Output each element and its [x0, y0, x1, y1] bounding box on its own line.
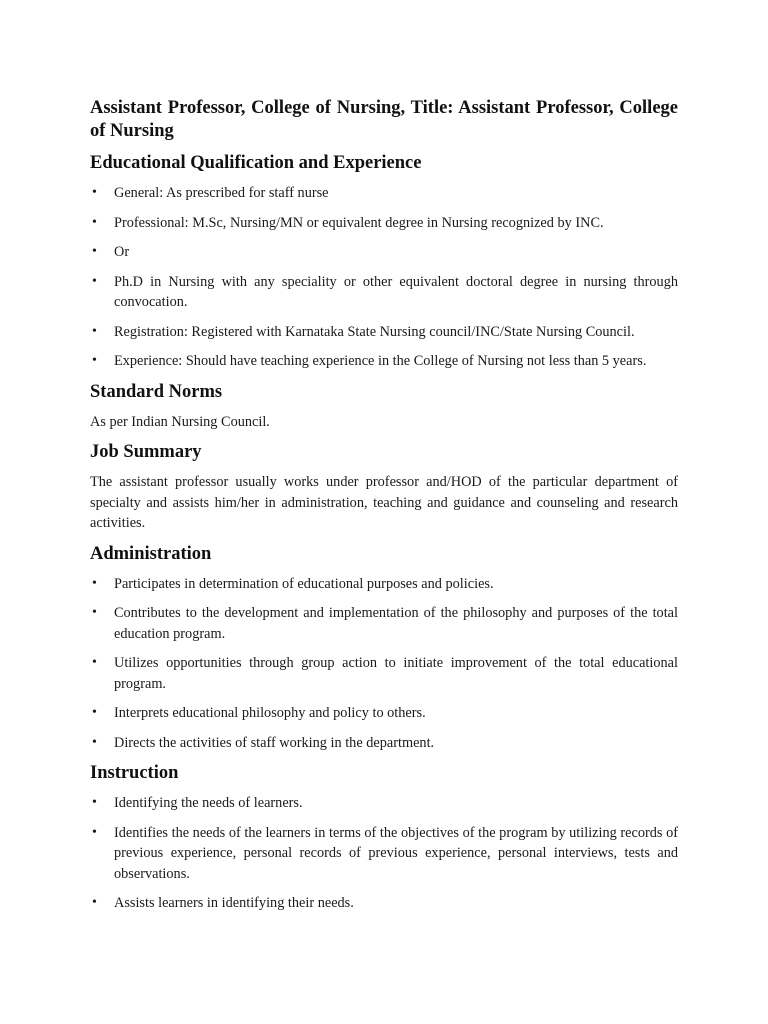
list-item: • Directs the activities of staff working in the department.	[90, 733, 678, 754]
bullet-icon: •	[92, 705, 97, 720]
section-heading-administration: Administration	[90, 543, 212, 564]
bullet-icon: •	[92, 795, 97, 810]
list-item: • Utilizes opportunities through group action to initiate improvement of the total educational program.	[92, 655, 678, 692]
bullet-icon: •	[92, 185, 97, 200]
instruction-list	[90, 793, 678, 914]
list-item: • Assists learners in identifying their needs.	[90, 893, 678, 914]
bullet-icon: •	[92, 605, 97, 620]
bullet-icon: •	[92, 734, 97, 750]
job-summary-paragraph: The assistant professor usually works under professor and/HOD of the particular department of specialty and assists him/her in administration, teaching and guidance and counseling and research activities.	[90, 474, 678, 531]
list-item: • General: As prescribed for staff nurse	[90, 183, 678, 204]
list-item: • Professional: M.Sc, Nursing/MN or equivalent degree in Nursing recognized by INC.	[90, 213, 678, 234]
standard-norms-paragraph: As per Indian Nursing Council.	[90, 413, 270, 430]
document-title: Assistant Professor, College of Nursing, Title: Assistant Professor, College of Nursing	[90, 98, 678, 141]
bullet-icon: •	[92, 273, 97, 289]
section-heading-standard-norms: Standard Norms	[90, 381, 223, 402]
bullet-icon: •	[92, 353, 97, 368]
bullet-icon: •	[92, 895, 97, 910]
list-item: • Ph.D in Nursing with any speciality or other equivalent doctoral degree in nursing through convocation.	[92, 273, 678, 310]
section-heading-qualification: Educational Qualification and Experience	[90, 153, 422, 173]
list-item: • Contributes to the development and implementation of the philosophy and purposes of the total education program.	[92, 605, 678, 642]
bullet-icon: •	[92, 214, 97, 230]
list-item: • Registration: Registered with Karnataka State Nursing council/INC/State Nursing Council.	[90, 322, 678, 343]
list-item: • Identifying the needs of learners.	[90, 793, 678, 814]
bullet-icon: •	[92, 244, 97, 259]
list-item: • Or	[90, 242, 678, 263]
administration-list	[90, 574, 678, 754]
list-item: • Experience: Should have teaching experience in the College of Nursing not less than 5 years.	[90, 351, 678, 372]
section-heading-instruction: Instruction	[90, 763, 179, 783]
bullet-icon: •	[92, 824, 97, 840]
list-item: • Participates in determination of educational purposes and policies.	[90, 574, 678, 595]
bullet-icon: •	[92, 575, 97, 591]
bullet-icon: •	[92, 655, 97, 670]
section-heading-job-summary: Job Summary	[90, 442, 202, 462]
list-item: • Identifies the needs of the learners in terms of the objectives of the program by utilizing records of previous experience, personal records of previous experience, personal interviews, tests and observations.	[92, 824, 678, 882]
list-item: • Interprets educational philosophy and policy to others.	[90, 703, 678, 724]
bullet-icon: •	[92, 323, 97, 339]
qualification-list	[90, 183, 678, 372]
